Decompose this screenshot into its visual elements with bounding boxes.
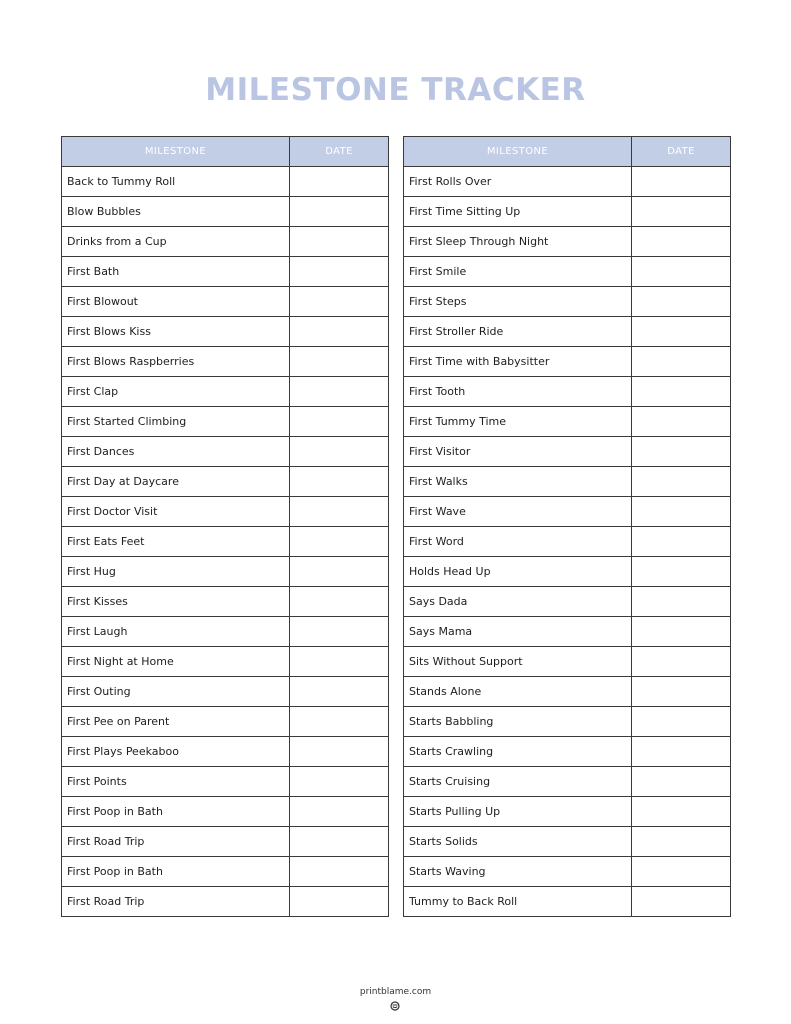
milestone-cell: Starts Pulling Up: [404, 797, 632, 827]
table-row: [404, 437, 731, 467]
smiley-logo-icon: [390, 1001, 400, 1011]
milestone-column-header: MILESTONE: [404, 137, 632, 167]
date-cell[interactable]: [290, 377, 389, 407]
milestone-cell: Starts Waving: [404, 857, 632, 887]
table-row: [404, 617, 731, 647]
table-row: [404, 287, 731, 317]
date-cell[interactable]: [290, 557, 389, 587]
date-cell[interactable]: [290, 647, 389, 677]
date-cell[interactable]: [632, 827, 731, 857]
milestone-cell: First Kisses: [62, 587, 290, 617]
date-cell[interactable]: [632, 257, 731, 287]
milestone-cell: First Blows Kiss: [62, 317, 290, 347]
milestone-cell: First Doctor Visit: [62, 497, 290, 527]
date-cell[interactable]: [290, 407, 389, 437]
table-row: [404, 857, 731, 887]
milestone-cell: Starts Solids: [404, 827, 632, 857]
date-cell[interactable]: [632, 467, 731, 497]
table-row: [404, 737, 731, 767]
table-row: [404, 587, 731, 617]
page-title: MILESTONE TRACKER: [205, 72, 586, 108]
table-row: [62, 257, 389, 287]
date-cell[interactable]: [632, 737, 731, 767]
milestone-cell: First Word: [404, 527, 632, 557]
date-cell[interactable]: [290, 587, 389, 617]
table-row: [404, 167, 731, 197]
date-cell[interactable]: [290, 197, 389, 227]
milestone-cell: First Time with Babysitter: [404, 347, 632, 377]
date-cell[interactable]: [290, 677, 389, 707]
table-row: [62, 167, 389, 197]
milestone-table-left: [61, 136, 389, 917]
milestone-cell: First Smile: [404, 257, 632, 287]
table-row: [62, 767, 389, 797]
milestone-cell: First Eats Feet: [62, 527, 290, 557]
milestone-cell: Back to Tummy Roll: [62, 167, 290, 197]
milestone-cell: First Pee on Parent: [62, 707, 290, 737]
date-cell[interactable]: [632, 887, 731, 917]
date-cell[interactable]: [290, 497, 389, 527]
table-row: [404, 407, 731, 437]
milestone-cell: Holds Head Up: [404, 557, 632, 587]
milestone-cell: First Outing: [62, 677, 290, 707]
milestone-cell: Stands Alone: [404, 677, 632, 707]
date-cell[interactable]: [290, 797, 389, 827]
date-cell[interactable]: [290, 527, 389, 557]
date-cell[interactable]: [632, 407, 731, 437]
milestone-cell: First Visitor: [404, 437, 632, 467]
table-header-row: [62, 137, 389, 167]
date-cell[interactable]: [290, 737, 389, 767]
table-row: [404, 467, 731, 497]
date-cell[interactable]: [290, 887, 389, 917]
date-cell[interactable]: [290, 227, 389, 257]
milestone-cell: First Plays Peekaboo: [62, 737, 290, 767]
date-cell[interactable]: [290, 287, 389, 317]
table-row: [62, 377, 389, 407]
milestone-cell: First Sleep Through Night: [404, 227, 632, 257]
date-cell[interactable]: [632, 647, 731, 677]
milestone-cell: First Stroller Ride: [404, 317, 632, 347]
milestone-cell: First Poop in Bath: [62, 857, 290, 887]
table-row: [404, 797, 731, 827]
milestone-cell: Sits Without Support: [404, 647, 632, 677]
footer-site-name: printblame.com: [359, 987, 432, 997]
date-cell[interactable]: [632, 287, 731, 317]
milestone-table-right: [403, 136, 731, 917]
milestone-cell: First Clap: [62, 377, 290, 407]
date-cell[interactable]: [290, 827, 389, 857]
milestone-cell: First Tooth: [404, 377, 632, 407]
table-row: [62, 707, 389, 737]
date-cell[interactable]: [632, 797, 731, 827]
date-cell[interactable]: [290, 317, 389, 347]
table-row: [62, 347, 389, 377]
table-row: [62, 287, 389, 317]
date-cell[interactable]: [290, 257, 389, 287]
table-row: [62, 677, 389, 707]
table-row: [62, 497, 389, 527]
date-cell[interactable]: [632, 317, 731, 347]
milestone-cell: Drinks from a Cup: [62, 227, 290, 257]
date-cell[interactable]: [632, 557, 731, 587]
table-row: [404, 707, 731, 737]
table-row: [404, 227, 731, 257]
milestone-cell: Says Mama: [404, 617, 632, 647]
milestone-cell: Tummy to Back Roll: [404, 887, 632, 917]
milestone-cell: First Time Sitting Up: [404, 197, 632, 227]
date-cell[interactable]: [632, 197, 731, 227]
table-row: [62, 437, 389, 467]
milestone-cell: First Started Climbing: [62, 407, 290, 437]
milestone-cell: Blow Bubbles: [62, 197, 290, 227]
table-row: [404, 197, 731, 227]
milestone-cell: First Points: [62, 767, 290, 797]
table-row: [62, 737, 389, 767]
date-cell[interactable]: [290, 617, 389, 647]
date-cell[interactable]: [290, 437, 389, 467]
table-row: [404, 887, 731, 917]
table-row: [404, 257, 731, 287]
milestone-cell: First Laugh: [62, 617, 290, 647]
milestone-cell: First Dances: [62, 437, 290, 467]
milestone-cell: First Wave: [404, 497, 632, 527]
date-cell[interactable]: [290, 347, 389, 377]
milestone-cell: First Hug: [62, 557, 290, 587]
table-row: [62, 227, 389, 257]
table-row: [404, 527, 731, 557]
milestone-cell: First Poop in Bath: [62, 797, 290, 827]
table-row: [404, 767, 731, 797]
milestone-cell: First Blows Raspberries: [62, 347, 290, 377]
date-cell[interactable]: [632, 707, 731, 737]
table-header-row: [404, 137, 731, 167]
table-row: [62, 317, 389, 347]
table-row: [404, 827, 731, 857]
milestone-cell: First Steps: [404, 287, 632, 317]
date-cell[interactable]: [290, 857, 389, 887]
table-row: [404, 347, 731, 377]
table-row: [62, 797, 389, 827]
date-cell[interactable]: [632, 677, 731, 707]
table-row: [404, 377, 731, 407]
milestone-cell: First Road Trip: [62, 887, 290, 917]
date-cell[interactable]: [632, 587, 731, 617]
table-row: [62, 197, 389, 227]
table-row: [62, 407, 389, 437]
milestone-cell: First Rolls Over: [404, 167, 632, 197]
date-cell[interactable]: [632, 617, 731, 647]
milestone-cell: Starts Crawling: [404, 737, 632, 767]
milestone-cell: Starts Cruising: [404, 767, 632, 797]
table-row: [404, 497, 731, 527]
table-row: [62, 887, 389, 917]
table-row: [62, 827, 389, 857]
milestone-cell: Says Dada: [404, 587, 632, 617]
date-cell[interactable]: [290, 707, 389, 737]
table-row: [62, 857, 389, 887]
date-cell[interactable]: [632, 167, 731, 197]
table-row: [404, 317, 731, 347]
date-cell[interactable]: [632, 227, 731, 257]
milestone-cell: First Tummy Time: [404, 407, 632, 437]
table-row: [62, 557, 389, 587]
table-row: [404, 557, 731, 587]
table-row: [62, 467, 389, 497]
date-cell[interactable]: [632, 437, 731, 467]
milestone-cell: First Day at Daycare: [62, 467, 290, 497]
milestone-cell: First Walks: [404, 467, 632, 497]
date-cell[interactable]: [290, 767, 389, 797]
date-cell[interactable]: [632, 377, 731, 407]
date-cell[interactable]: [632, 857, 731, 887]
date-column-header: DATE: [290, 137, 389, 167]
date-cell[interactable]: [290, 467, 389, 497]
table-row: [62, 617, 389, 647]
milestone-cell: First Night at Home: [62, 647, 290, 677]
date-cell[interactable]: [632, 767, 731, 797]
table-row: [404, 647, 731, 677]
milestone-cell: First Blowout: [62, 287, 290, 317]
date-column-header: DATE: [632, 137, 731, 167]
milestone-cell: First Bath: [62, 257, 290, 287]
date-cell[interactable]: [632, 347, 731, 377]
milestone-column-header: MILESTONE: [62, 137, 290, 167]
milestone-cell: Starts Babbling: [404, 707, 632, 737]
table-row: [404, 677, 731, 707]
milestone-cell: First Road Trip: [62, 827, 290, 857]
table-row: [62, 647, 389, 677]
date-cell[interactable]: [632, 497, 731, 527]
date-cell[interactable]: [632, 527, 731, 557]
table-row: [62, 527, 389, 557]
table-row: [62, 587, 389, 617]
date-cell[interactable]: [290, 167, 389, 197]
